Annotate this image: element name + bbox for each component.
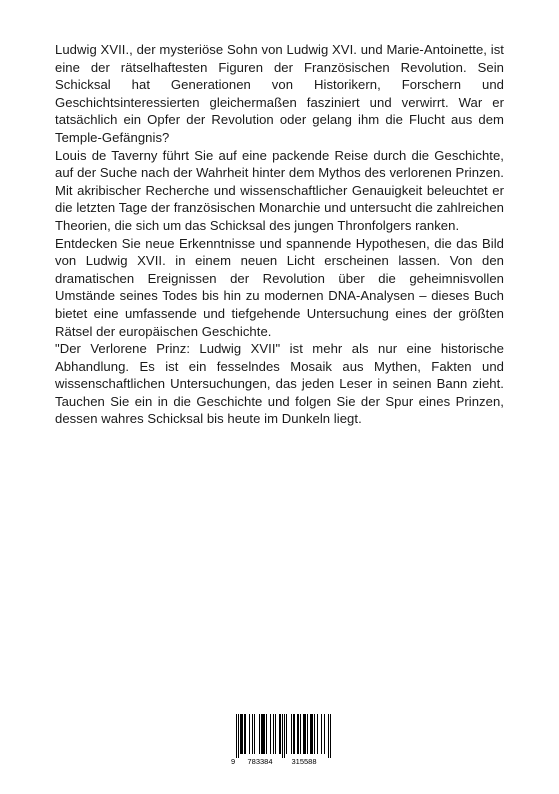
paragraph-closing: "Der Verlorene Prinz: Ludwig XVII" ist mehr als nur eine historische Abhandlung. Es ist ein fesselndes Mosaik aus Mythen, Fakten und wissenschaftlichen Untersuchungen, das jeden Leser in seinen Bann zieht. Tauchen Sie ein in die Geschichte und folgen Sie der Spur eines Prinzen, dessen wahres Schicksal bis heute im Dunkeln liegt.: [55, 341, 504, 427]
barcode-bar: [324, 714, 325, 754]
isbn-barcode: [228, 714, 332, 766]
barcode-bar: [273, 714, 274, 754]
barcode-bar: [261, 714, 265, 754]
barcode-graphic: [228, 714, 332, 766]
barcode-bar: [321, 714, 322, 754]
barcode-bar: [291, 714, 292, 754]
barcode-bar: [249, 714, 250, 754]
barcode-bar: [244, 714, 246, 754]
barcode-bars: [236, 714, 331, 758]
paragraph-author-journey: Louis de Taverny führt Sie auf eine packende Reise durch die Geschichte, auf der Suche nach der Wahrheit hinter dem Mythos des verlorenen Prinzen. Mit akribischer Recherche und wissenschaftlicher Genauigkeit beleuchtet er die letzten Tage der französischen Monarchie und untersucht die zahlreichen Theorien, die sich um das Schicksal des jungen Thronfolgers ranken.: [55, 147, 504, 233]
barcode-bar: [252, 714, 253, 754]
barcode-bar: [240, 714, 243, 754]
barcode-bar: [310, 714, 313, 754]
barcode-bar: [300, 714, 301, 754]
barcode-bar: [259, 714, 260, 754]
barcode-bar: [307, 714, 308, 754]
paragraph-intro: Ludwig XVII., der mysteriöse Sohn von Ludwig XVI. und Marie-Antoinette, ist eine der rätselhaftesten Figuren der Französischen Revolution. Sein Schicksal hat Generationen von Historikern, Forschern und Geschichtsinteressierten gleichermaßen fasziniert und verwirrt. War er tatsächlich ein Opfer der Revolution oder gelang ihm die Flucht aus dem Temple-Gefängnis?: [55, 42, 504, 145]
barcode-bar: [254, 714, 255, 754]
barcode-bar: [275, 714, 276, 754]
barcode-bar: [328, 714, 329, 758]
barcode-bar: [317, 714, 318, 754]
barcode-bar: [270, 714, 271, 754]
barcode-bar: [279, 714, 281, 754]
barcode-bar: [236, 714, 237, 758]
barcode-bar: [303, 714, 306, 754]
back-cover-text: [55, 41, 504, 428]
barcode-bar: [330, 714, 331, 758]
barcode-digits-left: 783384: [247, 757, 273, 766]
paragraph-discoveries: Entdecken Sie neue Erkenntnisse und spannende Hypothesen, die das Bild von Ludwig XVII. in einem neuen Licht erscheinen lassen. Von den dramatischen Ereignissen der Revolution über die geheimnisvollen Umstände seines Todes bis hin zu modernen DNA-Analysen – dieses Buch bietet eine umfassende und tiefgehende Untersuchung eines der größten Rätsel der europäischen Geschichte.: [55, 235, 504, 339]
barcode-digit-first: 9: [231, 757, 236, 766]
barcode-bar: [266, 714, 267, 754]
barcode-bar: [284, 714, 285, 758]
barcode-bar: [286, 714, 287, 754]
barcode-digits-right: 315588: [291, 757, 317, 766]
barcode-bar: [293, 714, 295, 754]
barcode-bar: [297, 714, 299, 754]
barcode-bar: [314, 714, 315, 754]
barcode-bar: [238, 714, 239, 758]
barcode-bar: [282, 714, 283, 758]
